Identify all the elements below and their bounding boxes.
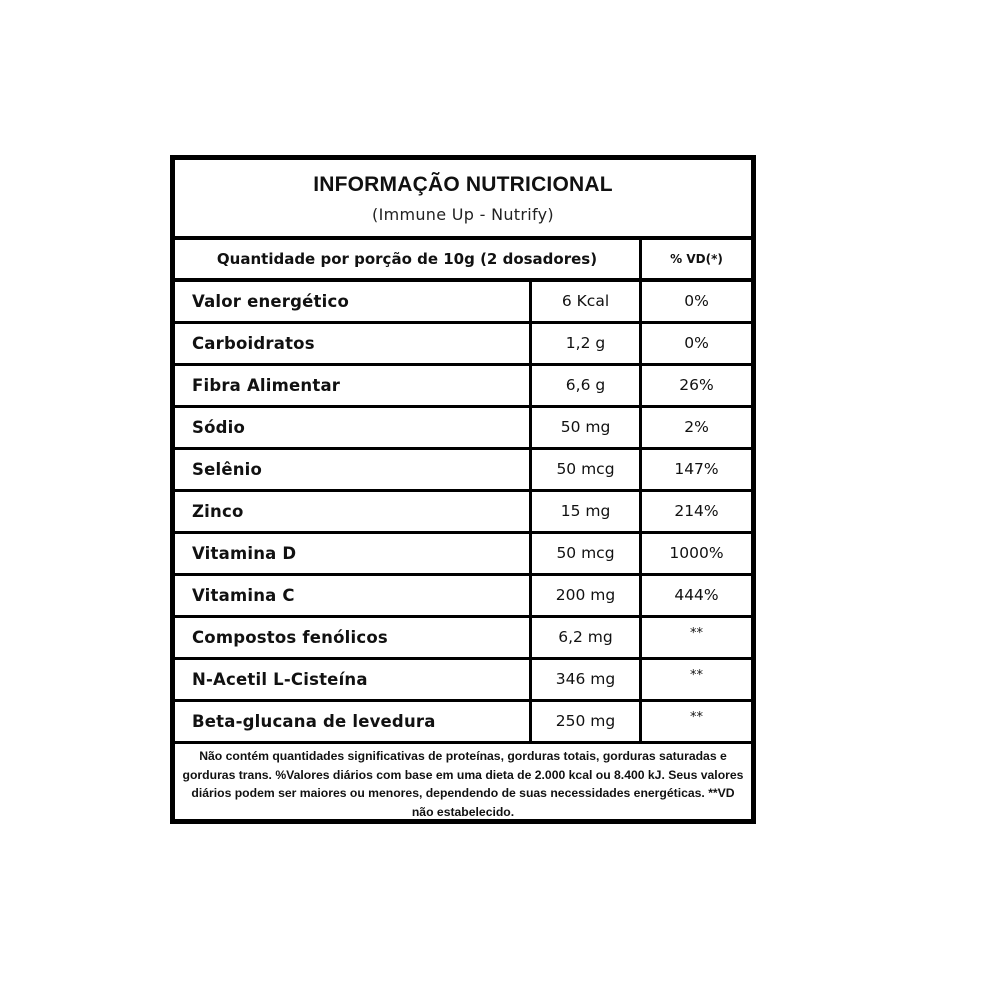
table-row	[175, 492, 751, 534]
nutrient-vd: 214%	[674, 502, 719, 520]
nutrient-vd: 2%	[684, 418, 709, 436]
nutrition-facts-label	[170, 155, 756, 824]
nutrient-vd: 1000%	[669, 544, 724, 562]
table-row	[175, 450, 751, 492]
nutrient-name: Vitamina D	[175, 534, 532, 573]
nutrient-vd: 26%	[679, 376, 714, 394]
table-row	[175, 576, 751, 618]
nutrient-name: Carboidratos	[175, 324, 532, 363]
table-row	[175, 408, 751, 450]
nutrient-name: Valor energético	[175, 282, 532, 321]
nutrient-vd: 444%	[674, 586, 719, 604]
nutrient-name: N-Acetil L-Cisteína	[175, 660, 532, 699]
table-row	[175, 324, 751, 366]
nutrient-vd: **	[690, 668, 703, 683]
footnote: Não contém quantidades significativas de proteínas, gorduras totais, gorduras saturadas e gorduras trans. %Valores diários com base em uma dieta de 2.000 kcal ou 8.400 kJ. Seus valores diários podem ser maiores ou menores, dependendo de suas necessidades energéticas. **VD não estabelecido.	[182, 749, 744, 819]
nutrient-name: Compostos fenólicos	[175, 618, 532, 657]
nutrient-table	[175, 282, 751, 744]
label-title: INFORMAÇÃO NUTRICIONAL	[313, 173, 613, 196]
serving-size-header: Quantidade por porção de 10g (2 dosadores)	[175, 240, 642, 278]
nutrient-name: Selênio	[175, 450, 532, 489]
nutrient-name: Vitamina C	[175, 576, 532, 615]
label-subtitle: (Immune Up - Nutrify)	[372, 205, 554, 224]
nutrient-name: Fibra Alimentar	[175, 366, 532, 405]
nutrient-vd: 0%	[684, 334, 709, 352]
nutrient-amount: 6 Kcal	[532, 282, 642, 321]
nutrient-amount: 200 mg	[532, 576, 642, 615]
nutrient-vd: 147%	[674, 460, 719, 478]
nutrient-amount: 346 mg	[532, 660, 642, 699]
table-row	[175, 366, 751, 408]
table-row	[175, 618, 751, 660]
nutrient-amount: 6,2 mg	[532, 618, 642, 657]
table-header	[175, 240, 751, 282]
nutrient-name: Sódio	[175, 408, 532, 447]
nutrient-vd: **	[690, 626, 703, 641]
nutrient-vd: 0%	[684, 292, 709, 310]
nutrient-vd: **	[690, 710, 703, 725]
title-block	[175, 160, 751, 240]
daily-value-header: % VD(*)	[670, 252, 723, 266]
table-row	[175, 660, 751, 702]
nutrient-amount: 50 mcg	[532, 450, 642, 489]
table-row	[175, 534, 751, 576]
table-row	[175, 702, 751, 744]
nutrient-name: Beta-glucana de levedura	[175, 702, 532, 741]
nutrient-amount: 6,6 g	[532, 366, 642, 405]
nutrient-name: Zinco	[175, 492, 532, 531]
table-row	[175, 282, 751, 324]
nutrient-amount: 250 mg	[532, 702, 642, 741]
nutrient-amount: 15 mg	[532, 492, 642, 531]
nutrient-amount: 50 mcg	[532, 534, 642, 573]
nutrient-amount: 50 mg	[532, 408, 642, 447]
nutrient-amount: 1,2 g	[532, 324, 642, 363]
